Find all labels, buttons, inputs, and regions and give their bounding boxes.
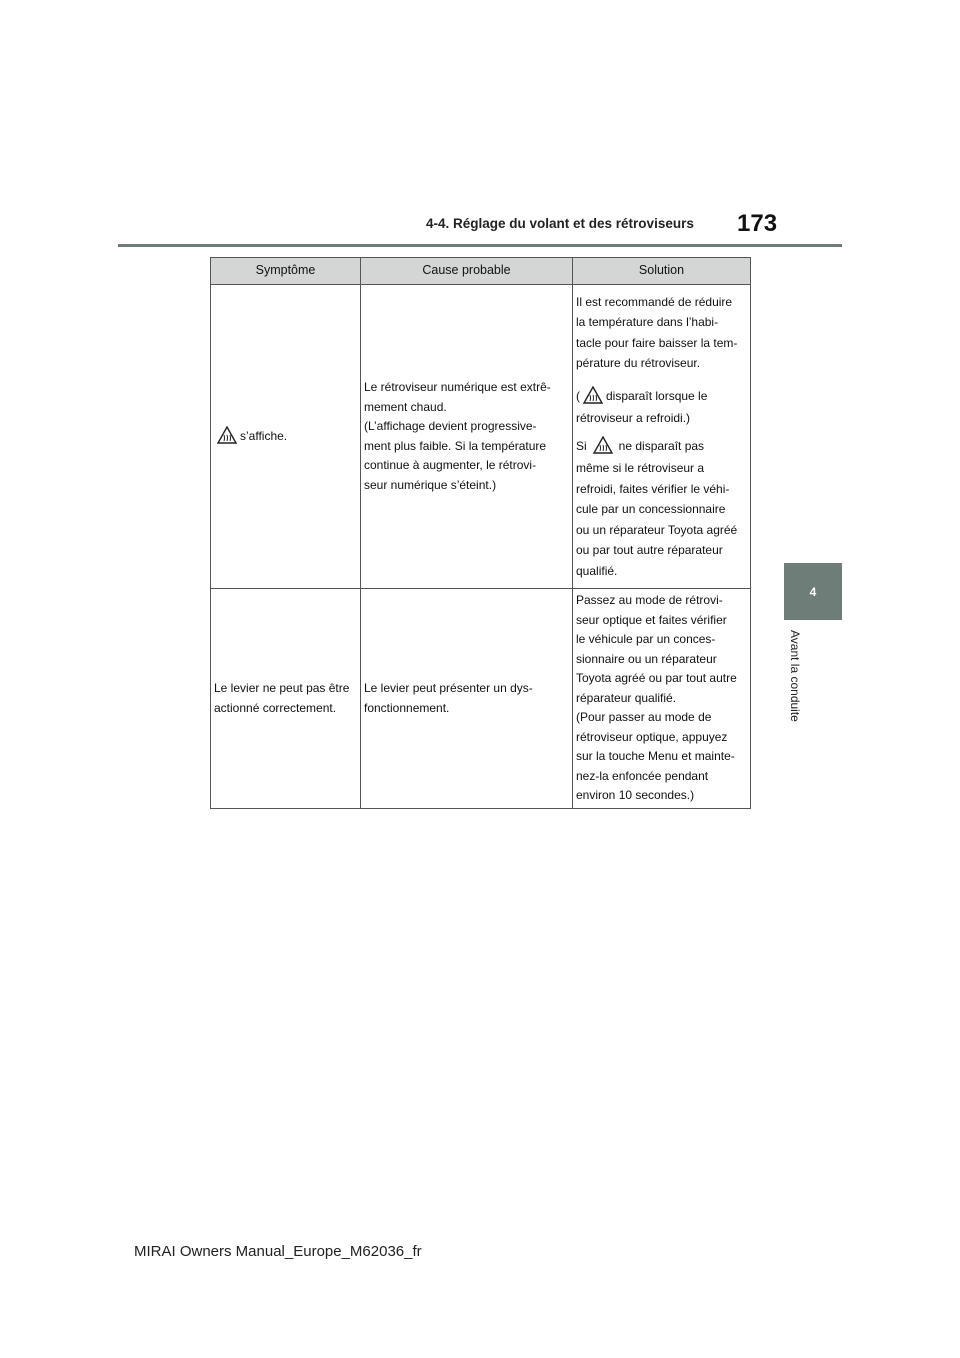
page-number: 173 (737, 210, 778, 237)
solution-paragraph (576, 434, 747, 581)
chapter-number: 4 (809, 584, 817, 599)
solution-line: même si le rétroviseur a (576, 461, 705, 476)
cause-line: mement chaud. (364, 399, 447, 414)
symptom-cell (211, 285, 361, 589)
section-title: 4-4. Réglage du volant et des rétroviseurs (426, 216, 694, 231)
cause-cell (361, 285, 573, 589)
solution-line: sionnaire ou un réparateur (576, 651, 717, 666)
solution-line: environ 10 secondes.) (576, 788, 695, 803)
solution-line: Passez au mode de rétrovi- (576, 593, 723, 608)
solution-line: nez-la enfoncée pendant (576, 768, 709, 783)
solution-text: ne disparaît pas (618, 439, 705, 454)
header-cause: Cause probable (361, 258, 573, 285)
table-row (211, 285, 751, 589)
footer-manual-id: MIRAI Owners Manual_Europe_M62036_fr (134, 1243, 422, 1260)
solution-cell (573, 285, 751, 589)
symptom-cell (211, 589, 361, 809)
solution-line: ou par tout autre réparateur (576, 543, 723, 558)
cause-line: fonctionnement. (364, 700, 450, 715)
solution-line (576, 434, 747, 458)
solution-line: rétroviseur optique, appuyez (576, 729, 728, 744)
solution-line (576, 384, 747, 408)
solution-line: sur la touche Menu et mainte- (576, 749, 735, 764)
cause-cell (361, 589, 573, 809)
cause-line: Le rétroviseur numérique est extrê- (364, 380, 551, 394)
solution-cell (573, 589, 751, 809)
solution-line: Toyota agréé ou par tout autre (576, 671, 737, 686)
cause-line: continue à augmenter, le rétrovi- (364, 458, 537, 472)
cause-line: (L’affichage devient progressive- (364, 419, 537, 433)
solution-line: cule par un concessionnaire (576, 502, 726, 517)
solution-line: ou un réparateur Toyota agréé (576, 522, 738, 537)
chapter-label: Avant la conduite (788, 630, 802, 722)
solution-text: disparaît lorsque le (606, 388, 708, 403)
troubleshooting-table (210, 257, 751, 809)
solution-line: seur optique et faites vérifier (576, 612, 727, 627)
solution-paragraph (576, 292, 747, 374)
cause-line: Le levier peut présenter un dys- (364, 681, 533, 695)
table-row (211, 589, 751, 809)
solution-text: Si (576, 439, 587, 454)
chapter-tab (784, 563, 842, 620)
symptom-text: s’affiche. (240, 429, 288, 444)
header-symptom: Symptôme (211, 258, 361, 285)
symptom-line: Le levier ne peut pas être (214, 681, 350, 695)
solution-text: ( (576, 388, 580, 403)
symptom-line: actionné correctement. (214, 700, 337, 715)
solution-line: le véhicule par un conces- (576, 632, 716, 647)
solution-line: refroidi, faites vérifier le véhi- (576, 481, 730, 496)
solution-line: tacle pour faire baisser la tem- (576, 335, 738, 350)
mirror-overheat-warning-icon (583, 386, 603, 404)
header-solution: Solution (573, 258, 751, 285)
solution-line: Il est recommandé de réduire (576, 294, 733, 309)
solution-line: la température dans l’habi- (576, 315, 719, 330)
cause-line: ment plus faible. Si la température (364, 438, 547, 453)
mirror-overheat-warning-icon (593, 436, 613, 454)
solution-line: réparateur qualifié. (576, 690, 677, 705)
table-header-row (211, 258, 751, 285)
solution-line: rétroviseur a refroidi.) (576, 410, 691, 425)
solution-paragraph (576, 384, 747, 429)
solution-line: pérature du rétroviseur. (576, 356, 701, 371)
header-divider (118, 244, 842, 247)
solution-line: (Pour passer au mode de (576, 710, 712, 725)
mirror-overheat-warning-icon (217, 426, 237, 444)
cause-line: seur numérique s’éteint.) (364, 477, 497, 492)
solution-line: qualifié. (576, 563, 618, 578)
